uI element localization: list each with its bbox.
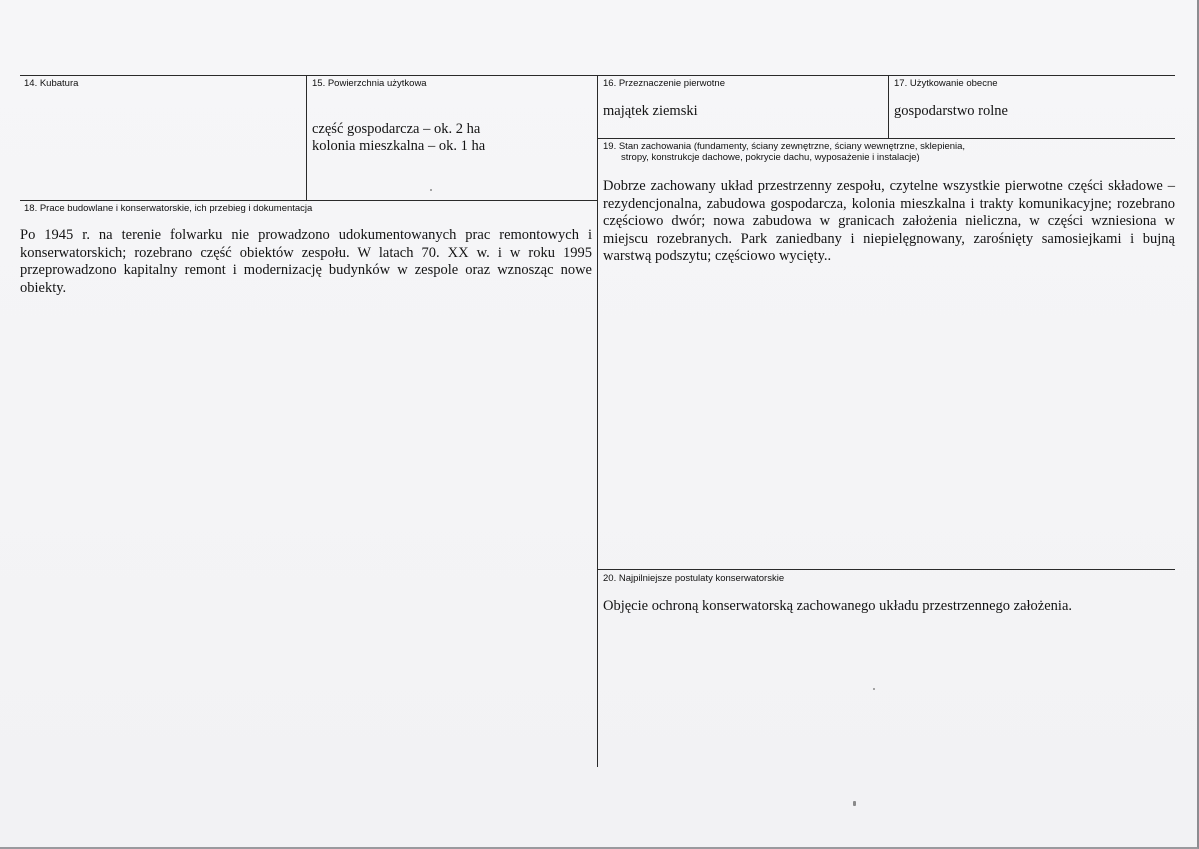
scan-speck [430, 189, 432, 191]
field-20-label: 20. Najpilniejsze postulaty konserwatorskie [603, 573, 785, 584]
scan-speck [853, 801, 856, 806]
field-16-value: majątek ziemski [603, 103, 698, 119]
field-19-label-line-1: 19. Stan zachowania (fundamenty, ściany zewnętrzne, ściany wewnętrzne, sklepienia, [603, 141, 966, 152]
field-17-value: gospodarstwo rolne [894, 103, 1008, 119]
field-17-label: 17. Użytkowanie obecne [894, 78, 998, 89]
field-19-label-line-2: stropy, konstrukcje dachowe, pokrycie dachu, wyposażenie i instalacje) [621, 152, 920, 163]
rule-above-18 [20, 200, 597, 201]
rule-above-20 [597, 569, 1175, 570]
divider-14-15 [306, 75, 307, 200]
field-16-label: 16. Przeznaczenie pierwotne [603, 78, 725, 89]
rule-above-19 [597, 138, 1175, 139]
field-15-line-2: kolonia mieszkalna – ok. 1 ha [312, 138, 486, 154]
field-15-label: 15. Powierzchnia użytkowa [312, 78, 427, 89]
divider-16-17 [888, 75, 889, 138]
field-19-text: Dobrze zachowany układ przestrzenny zespołu, czytelne wszystkie pierwotne części składowe – rezydencjonalna, zabudowa gospodarcza, kolonia mieszkalna i trakty komunikacyjne; rozebrano częściowo dwór; nowa zabudowa w granicach założenia nieliczna, w części wzniesiona w miejscu rozebranych. Park zaniedbany i niepielęgnowany, zarośnięty samosiejkami i bujną warstwą podszytu; częściowo wycięty.. [603, 178, 1175, 264]
field-18-label: 18. Prace budowlane i konserwatorskie, ich przebieg i dokumentacja [24, 203, 313, 214]
scan-speck [873, 688, 875, 690]
field-14-label: 14. Kubatura [24, 78, 79, 89]
field-20-text: Objęcie ochroną konserwatorską zachowanego układu przestrzennego założenia. [603, 598, 1073, 614]
field-15-line-1: część gospodarcza – ok. 2 ha [312, 121, 481, 137]
center-divider [597, 75, 598, 767]
field-18-text: Po 1945 r. na terenie folwarku nie prowadzono udokumentowanych prac remontowych i konserwatorskich; rozebrano część obiektów zespołu. W latach 70. XX w. i w roku 1995 przeprowadzono kapitalny remont i modernizację budynków w zespole oraz wznosząc nowe obiekty. [20, 227, 592, 296]
